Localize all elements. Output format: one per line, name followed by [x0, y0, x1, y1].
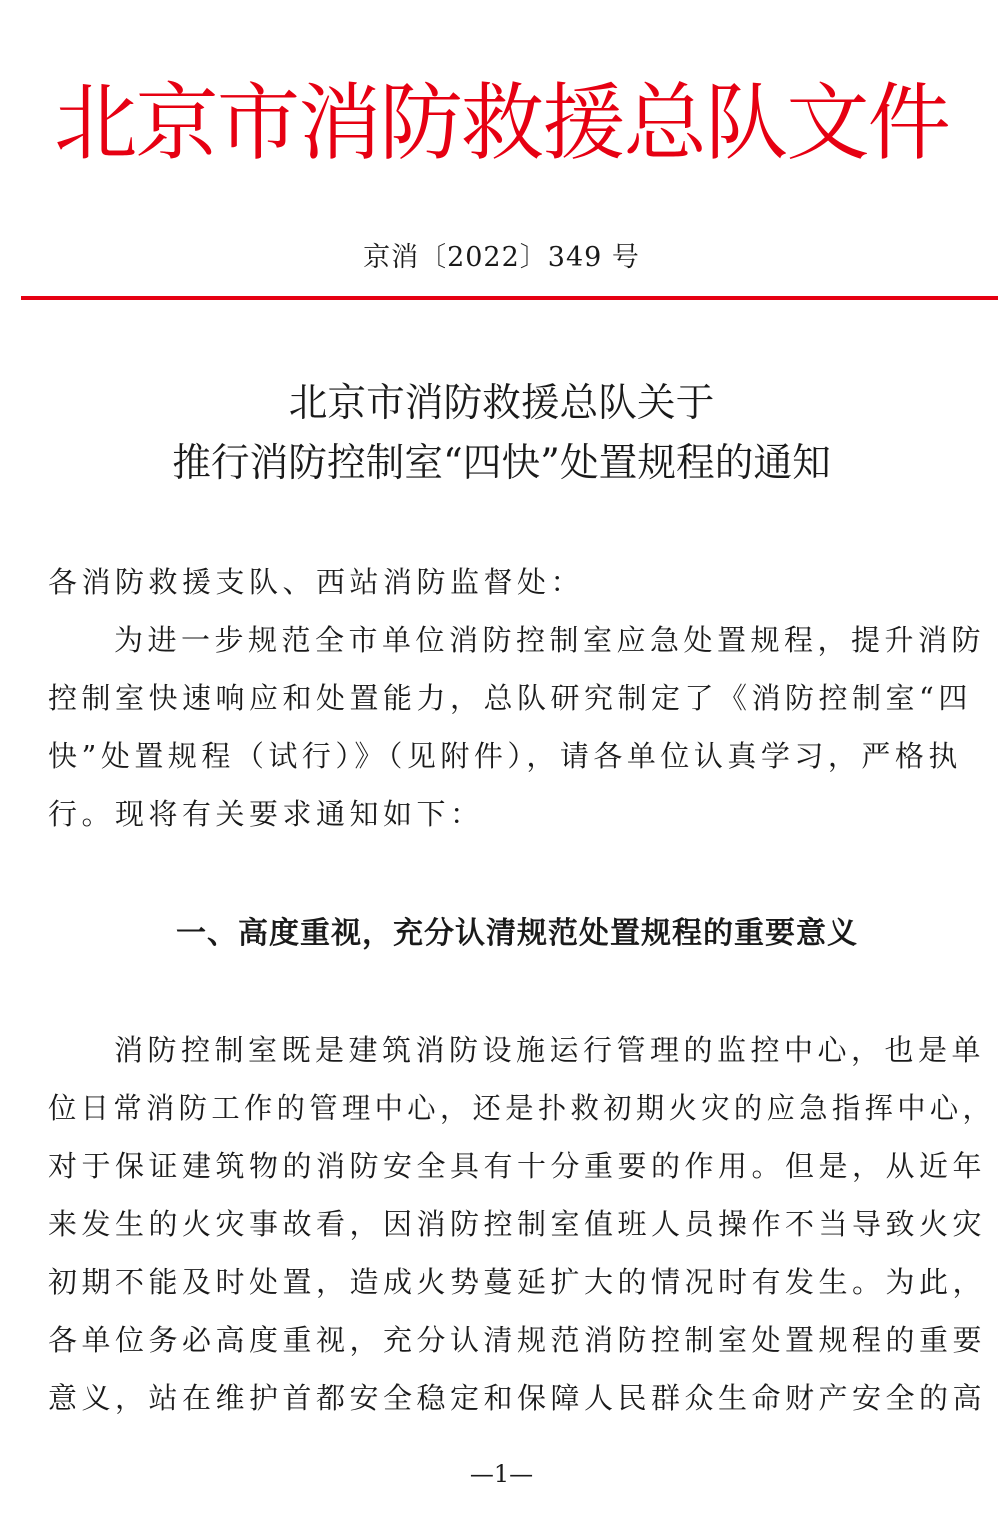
recipient-line: 各消防救援支队、西站消防监督处： — [48, 565, 585, 599]
intro-line: 快”处置规程（试行）》（见附件），请各单位认真学习，严格执 — [48, 739, 962, 773]
section1-line: 消防控制室既是建筑消防设施运行管理的监控中心，也是单 — [114, 1033, 986, 1067]
intro-line: 控制室快速响应和处置能力，总队研究制定了《消防控制室“四 — [48, 681, 972, 715]
red-separator-line — [21, 296, 998, 300]
document-title-line-2: 推行消防控制室“四快”处置规程的通知 — [172, 441, 831, 486]
section1-line: 对于保证建筑物的消防安全具有十分重要的作用。但是，从近年 — [48, 1149, 987, 1183]
document-number: 京消〔2022〕349 号 — [363, 242, 640, 273]
section1-line: 意义，站在维护首都安全稳定和保障人民群众生命财产安全的高 — [48, 1381, 987, 1415]
intro-line: 行。现将有关要求通知如下： — [48, 797, 484, 831]
section1-line: 初期不能及时处置，造成火势蔓延扩大的情况时有发生。为此， — [48, 1265, 987, 1299]
section1-line: 来发生的火灾事故看，因消防控制室值班人员操作不当导致火灾 — [48, 1207, 987, 1241]
section-heading-1: 一、高度重视，充分认清规范处置规程的重要意义 — [176, 916, 858, 951]
page-number: —1— — [469, 1460, 534, 1488]
document-title-line-1: 北京市消防救援总队关于 — [288, 381, 715, 426]
issuer-title: 北京市消防救援总队文件 — [54, 74, 949, 172]
section1-line: 位日常消防工作的管理中心，还是扑救初期火灾的应急指挥中心， — [48, 1091, 996, 1125]
section1-line: 各单位务必高度重视，充分认清规范消防控制室处置规程的重要 — [48, 1323, 987, 1357]
intro-line: 为进一步规范全市单位消防控制室应急处置规程，提升消防 — [114, 623, 986, 657]
